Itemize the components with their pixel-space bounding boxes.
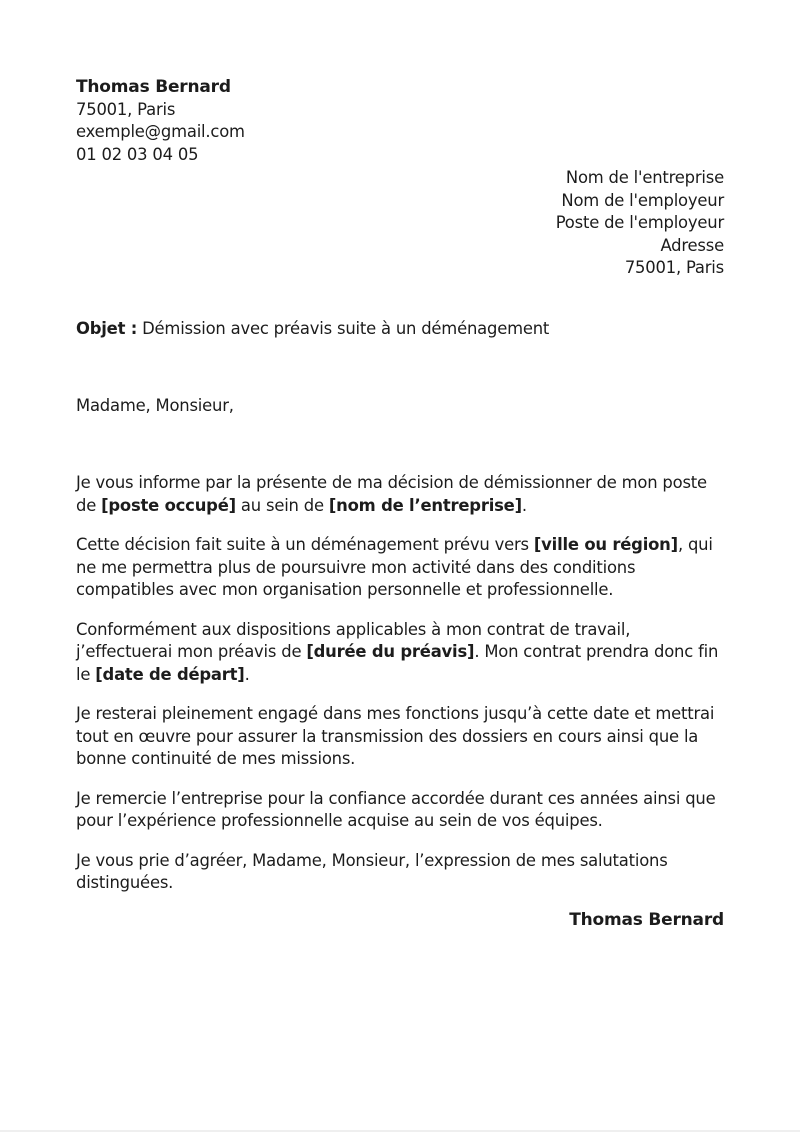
placeholder-date-depart: [date de départ]	[95, 664, 245, 684]
sender-phone: 01 02 03 04 05	[76, 145, 199, 165]
paragraph-2	[76, 534, 724, 602]
paragraph-2-text-2: , qui ne me permettra plus de poursuivre mon activité dans des conditions compatibles avec mon organisation personnelle et professionnelle.	[76, 535, 713, 599]
paragraph-4: Je resterai pleinement engagé dans mes fonctions jusqu’à cette date et mettrai tout en œuvre pour assurer la transmission des dossiers en cours ainsi que la bonne continuité de mes missions.	[76, 704, 715, 768]
paragraph-2-text-1: Cette décision fait suite à un déménagement prévu vers	[76, 535, 534, 554]
salutation: Madame, Monsieur,	[76, 396, 234, 415]
subject-text: Démission avec préavis suite à un déménagement	[142, 319, 550, 338]
paragraph-1-text-3: .	[521, 495, 527, 515]
placeholder-nom-entreprise: [nom de l’entreprise]	[328, 495, 522, 515]
sender-name: Thomas Bernard	[76, 77, 231, 97]
subject-label: Objet :	[76, 319, 138, 338]
recipient-employer-name: Nom de l'employeur	[561, 190, 724, 210]
sender-email: exemple@gmail.com	[76, 122, 245, 142]
paragraph-3-text-3: .	[244, 664, 250, 684]
paragraph-1-text-2: au sein de	[235, 495, 329, 515]
recipient-block	[556, 167, 724, 280]
letter-body	[76, 472, 724, 912]
recipient-city: 75001, Paris	[624, 258, 724, 277]
paragraph-3	[76, 619, 724, 687]
sender-block	[76, 76, 245, 167]
placeholder-duree-preavis: [durée du préavis]	[306, 642, 475, 661]
paragraph-5: Je remercie l’entreprise pour la confiance accordée durant ces années ainsi que pour l’expérience professionnelle acquise au sein de vos équipes.	[76, 788, 716, 830]
paragraph-3-text-1: Conformément aux dispositions applicables à mon contrat de travail, j’effectuerai mon préavis de	[76, 619, 631, 661]
paragraph-1	[76, 472, 724, 517]
sender-city: 75001, Paris	[76, 99, 176, 119]
recipient-employer-position: Poste de l'employeur	[555, 213, 724, 232]
recipient-company: Nom de l'entreprise	[565, 168, 724, 187]
signature: Thomas Bernard	[569, 910, 724, 930]
recipient-address: Adresse	[660, 235, 724, 255]
paragraph-6: Je vous prie d’agréer, Madame, Monsieur, l’expression de mes salutations distinguées.	[76, 850, 668, 892]
placeholder-ville-region: [ville ou région]	[533, 535, 678, 554]
paragraph-1-text-1: Je vous informe par la présente de ma décision de démissionner de mon poste de	[76, 473, 707, 515]
paragraph-3-text-2: . Mon contrat prendra donc fin le	[76, 642, 719, 684]
subject-line	[76, 318, 549, 341]
placeholder-poste-occupe: [poste occupé]	[101, 495, 236, 515]
